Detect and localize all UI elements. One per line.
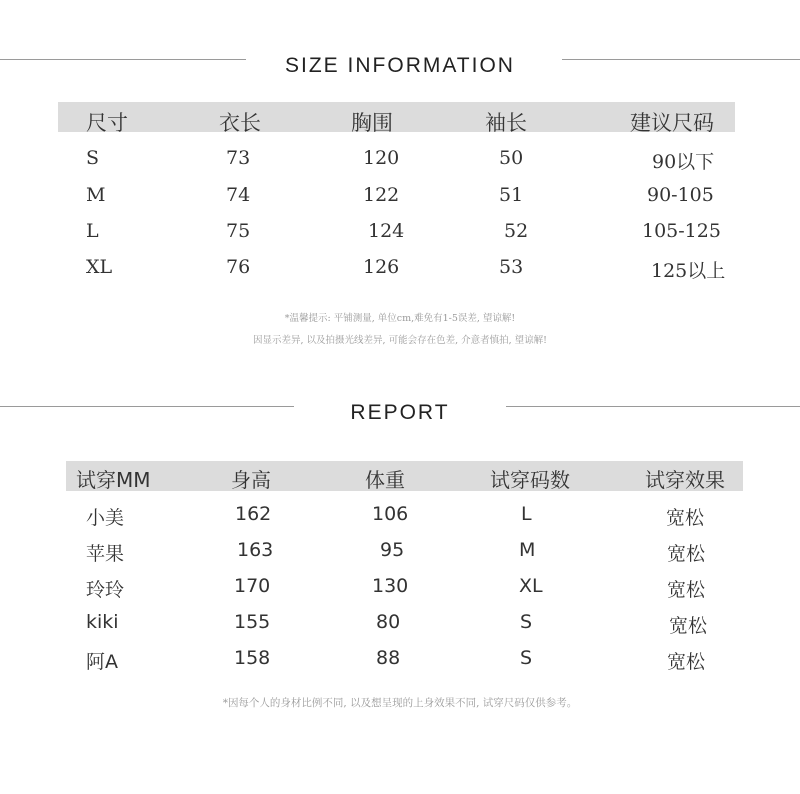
recommended-cell: 90-105 — [647, 184, 714, 206]
sleeve-cell: 53 — [499, 256, 524, 278]
sleeve-cell: 51 — [499, 184, 524, 206]
report-header-model: 试穿MM — [76, 468, 151, 492]
report-header-fit: 试穿效果 — [645, 468, 725, 492]
recommended-cell: 90以下 — [652, 151, 715, 173]
fit-cell: 宽松 — [669, 615, 708, 637]
chest-cell: 120 — [363, 147, 400, 169]
model-name-cell: 小美 — [86, 507, 125, 529]
weight-cell: 106 — [372, 503, 409, 525]
report-note: *因每个人的身材比例不同, 以及想呈现的上身效果不同, 试穿尺码仅供参考。 — [222, 697, 578, 709]
size-section-title: SIZE INFORMATION — [285, 54, 515, 77]
length-cell: 76 — [226, 256, 251, 278]
height-cell: 170 — [234, 575, 271, 597]
size-header-size: 尺寸 — [86, 111, 128, 135]
report-table-header — [66, 461, 743, 491]
height-cell: 162 — [235, 503, 272, 525]
size-header-recommended: 建议尺码 — [630, 111, 714, 135]
size-header-chest: 胸围 — [351, 111, 393, 135]
sleeve-cell: 50 — [499, 147, 524, 169]
size-cell: M — [86, 184, 106, 206]
chest-cell: 124 — [368, 220, 405, 242]
report-header-weight: 体重 — [365, 468, 405, 492]
height-cell: 163 — [237, 539, 274, 561]
fit-cell: 宽松 — [667, 579, 706, 601]
weight-cell: 80 — [376, 611, 401, 633]
model-name-cell: 玲玲 — [86, 579, 125, 601]
weight-cell: 88 — [376, 647, 401, 669]
weight-cell: 130 — [372, 575, 409, 597]
size-cell: L — [86, 220, 99, 242]
tried-size-cell: S — [520, 611, 533, 633]
report-header-height: 身高 — [231, 468, 271, 492]
length-cell: 75 — [226, 220, 251, 242]
height-cell: 158 — [234, 647, 271, 669]
fit-cell: 宽松 — [667, 651, 706, 673]
recommended-cell: 105-125 — [642, 220, 721, 242]
size-note-line-1: *温馨提示: 平铺测量, 单位cm,难免有1-5误差, 望谅解! — [284, 313, 516, 324]
tried-size-cell: M — [519, 539, 536, 561]
tried-size-cell: L — [521, 503, 532, 525]
fit-cell: 宽松 — [666, 507, 705, 529]
tried-size-cell: XL — [519, 575, 543, 597]
weight-cell: 95 — [380, 539, 405, 561]
chest-cell: 122 — [363, 184, 400, 206]
length-cell: 74 — [226, 184, 251, 206]
model-name-cell: kiki — [86, 611, 119, 633]
size-cell: XL — [86, 256, 113, 278]
report-header-tried-size: 试穿码数 — [490, 468, 570, 492]
size-header-sleeve: 袖长 — [485, 111, 527, 135]
recommended-cell: 125以上 — [651, 260, 726, 282]
model-name-cell: 苹果 — [86, 543, 125, 565]
tried-size-cell: S — [520, 647, 533, 669]
fit-cell: 宽松 — [667, 543, 706, 565]
chest-cell: 126 — [363, 256, 400, 278]
length-cell: 73 — [226, 147, 251, 169]
sleeve-cell: 52 — [504, 220, 529, 242]
size-cell: S — [86, 147, 100, 169]
model-name-cell: 阿A — [86, 651, 118, 673]
height-cell: 155 — [234, 611, 271, 633]
size-header-length: 衣长 — [219, 111, 261, 135]
report-section-title: REPORT — [350, 401, 450, 424]
size-note-line-2: 因显示差异, 以及拍摄光线差异, 可能会存在色差, 介意者慎拍, 望谅解! — [253, 335, 547, 346]
